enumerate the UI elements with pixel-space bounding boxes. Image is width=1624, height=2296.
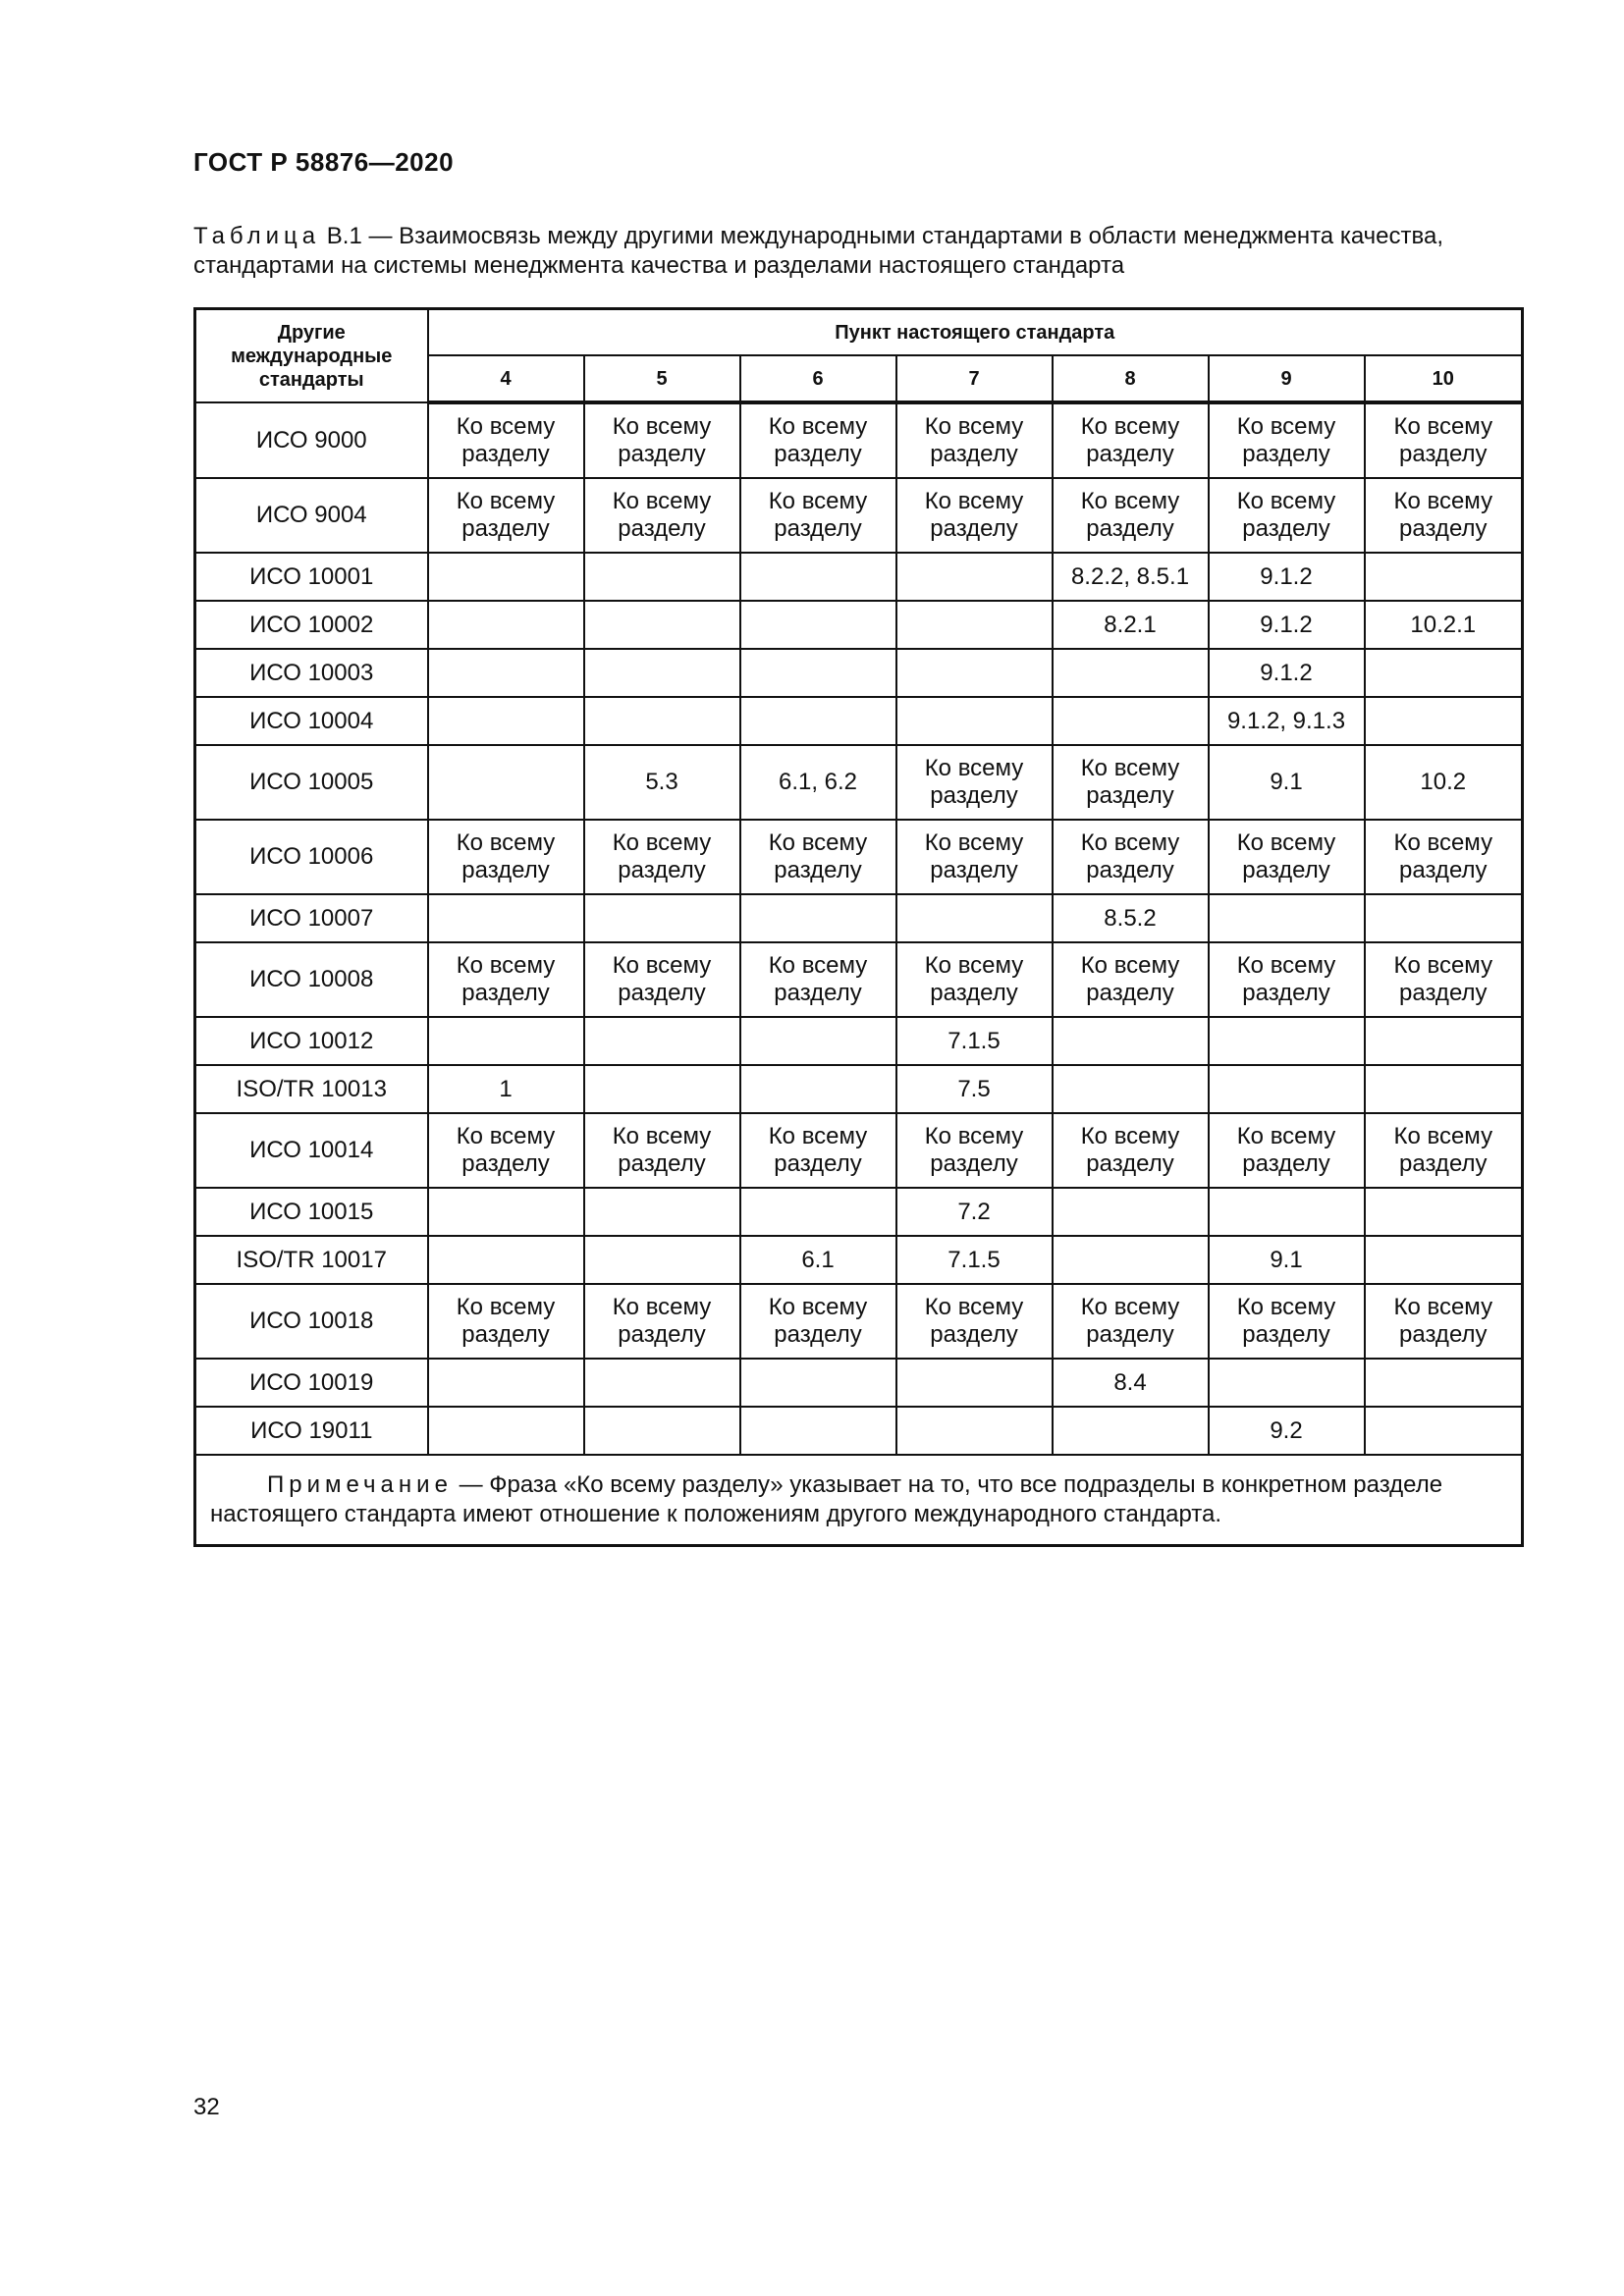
clause-cell xyxy=(740,1188,896,1236)
clause-cell xyxy=(1365,1236,1523,1284)
clause-cell xyxy=(1053,1017,1209,1065)
clause-cell: 6.1, 6.2 xyxy=(740,745,896,820)
column-header-5: 5 xyxy=(584,355,740,402)
clause-cell: 5.3 xyxy=(584,745,740,820)
clause-cell xyxy=(896,649,1053,697)
clause-cell xyxy=(584,697,740,745)
standard-name-cell: ISO/TR 10013 xyxy=(195,1065,428,1113)
clause-cell xyxy=(428,601,584,649)
clause-cell: Ко всему разделу xyxy=(1365,478,1523,553)
clause-cell: Ко всему разделу xyxy=(428,478,584,553)
clause-cell xyxy=(428,1407,584,1455)
table-row xyxy=(195,553,1523,601)
clause-cell: 8.4 xyxy=(1053,1359,1209,1407)
table-row xyxy=(195,894,1523,942)
table-row xyxy=(195,1359,1523,1407)
clause-cell: Ко всему разделу xyxy=(428,1113,584,1188)
clause-cell xyxy=(896,697,1053,745)
column-header-9: 9 xyxy=(1209,355,1365,402)
clause-cell: Ко всему разделу xyxy=(1209,942,1365,1017)
standard-name-cell: ИСО 10018 xyxy=(195,1284,428,1359)
clause-cell xyxy=(1053,1065,1209,1113)
clause-cell xyxy=(428,1359,584,1407)
standard-name-cell: ИСО 9000 xyxy=(195,402,428,478)
clause-cell xyxy=(428,649,584,697)
clause-cell: 9.2 xyxy=(1209,1407,1365,1455)
standard-name-cell: ИСО 10008 xyxy=(195,942,428,1017)
clause-cell xyxy=(1365,649,1523,697)
table-row xyxy=(195,697,1523,745)
clause-cell xyxy=(584,1236,740,1284)
table-row xyxy=(195,1017,1523,1065)
clause-cell: Ко всему разделу xyxy=(428,820,584,894)
standard-name-cell: ИСО 10003 xyxy=(195,649,428,697)
clause-cell: 9.1.2 xyxy=(1209,553,1365,601)
clause-cell xyxy=(584,1188,740,1236)
note-label: Примечание xyxy=(267,1471,453,1498)
clause-cell xyxy=(428,1188,584,1236)
clause-cell: Ко всему разделу xyxy=(740,478,896,553)
clause-cell: Ко всему разделу xyxy=(740,402,896,478)
column-header-8: 8 xyxy=(1053,355,1209,402)
clause-cell: Ко всему разделу xyxy=(584,1113,740,1188)
clause-cell: Ко всему разделу xyxy=(896,1284,1053,1359)
clause-cell xyxy=(896,1359,1053,1407)
clause-cell xyxy=(1365,1017,1523,1065)
column-header-6: 6 xyxy=(740,355,896,402)
clause-cell: Ко всему разделу xyxy=(1209,402,1365,478)
table-note xyxy=(195,1455,1523,1546)
clause-cell: Ко всему разделу xyxy=(1365,1113,1523,1188)
clause-cell: 7.2 xyxy=(896,1188,1053,1236)
clause-cell: Ко всему разделу xyxy=(896,1113,1053,1188)
clause-cell: Ко всему разделу xyxy=(1209,478,1365,553)
clause-cell xyxy=(1053,649,1209,697)
clause-cell xyxy=(428,553,584,601)
clause-cell: Ко всему разделу xyxy=(896,942,1053,1017)
clause-cell xyxy=(1053,1188,1209,1236)
clause-cell xyxy=(896,601,1053,649)
clause-cell xyxy=(1365,1359,1523,1407)
clause-cell: Ко всему разделу xyxy=(584,1284,740,1359)
clause-cell: Ко всему разделу xyxy=(896,478,1053,553)
clause-cell: Ко всему разделу xyxy=(1209,1113,1365,1188)
table-row xyxy=(195,601,1523,649)
clause-cell: Ко всему разделу xyxy=(428,402,584,478)
clause-cell: Ко всему разделу xyxy=(1365,820,1523,894)
clause-cell: Ко всему разделу xyxy=(896,745,1053,820)
clause-cell xyxy=(1209,1188,1365,1236)
clause-cell: Ко всему разделу xyxy=(428,1284,584,1359)
table-row xyxy=(195,1113,1523,1188)
clause-cell xyxy=(1365,1065,1523,1113)
standard-name-cell: ИСО 10006 xyxy=(195,820,428,894)
clause-cell xyxy=(584,894,740,942)
clause-cell xyxy=(1365,894,1523,942)
clause-cell xyxy=(428,745,584,820)
clause-cell xyxy=(1053,697,1209,745)
clause-cell: 9.1.2 xyxy=(1209,601,1365,649)
clause-cell xyxy=(1209,894,1365,942)
table-row xyxy=(195,1188,1523,1236)
clause-cell xyxy=(896,894,1053,942)
clause-cell: 1 xyxy=(428,1065,584,1113)
table-row xyxy=(195,649,1523,697)
table-caption-label: Таблица xyxy=(193,223,321,249)
table-row xyxy=(195,478,1523,553)
clause-cell: Ко всему разделу xyxy=(584,820,740,894)
clause-cell: Ко всему разделу xyxy=(740,1113,896,1188)
standard-name-cell: ИСО 10002 xyxy=(195,601,428,649)
standard-name-cell: ИСО 10019 xyxy=(195,1359,428,1407)
clause-cell xyxy=(584,1407,740,1455)
clause-cell xyxy=(740,553,896,601)
clause-cell: Ко всему разделу xyxy=(1053,1113,1209,1188)
clause-cell xyxy=(428,1017,584,1065)
clause-cell: 8.2.2, 8.5.1 xyxy=(1053,553,1209,601)
clause-cell: 10.2 xyxy=(1365,745,1523,820)
clause-cell xyxy=(584,1065,740,1113)
clause-cell xyxy=(1365,553,1523,601)
clause-cell xyxy=(428,1236,584,1284)
clause-cell xyxy=(584,649,740,697)
table-row xyxy=(195,402,1523,478)
standard-name-cell: ИСО 19011 xyxy=(195,1407,428,1455)
header-clause-group: Пункт настоящего стандарта xyxy=(428,309,1523,356)
clause-cell xyxy=(1209,1359,1365,1407)
clause-cell: 9.1.2, 9.1.3 xyxy=(1209,697,1365,745)
standards-correlation-table xyxy=(193,307,1524,1547)
clause-cell: Ко всему разделу xyxy=(1209,820,1365,894)
clause-cell: Ко всему разделу xyxy=(428,942,584,1017)
clause-cell: Ко всему разделу xyxy=(1053,745,1209,820)
standard-name-cell: ИСО 10001 xyxy=(195,553,428,601)
clause-cell xyxy=(1209,1017,1365,1065)
clause-cell: Ко всему разделу xyxy=(1365,1284,1523,1359)
clause-cell: Ко всему разделу xyxy=(896,820,1053,894)
note-row xyxy=(195,1455,1523,1546)
clause-cell xyxy=(428,894,584,942)
standard-name-cell: ИСО 10004 xyxy=(195,697,428,745)
clause-cell: Ко всему разделу xyxy=(1053,820,1209,894)
clause-cell xyxy=(1365,697,1523,745)
clause-cell xyxy=(1365,1407,1523,1455)
table-row xyxy=(195,942,1523,1017)
clause-cell: 9.1.2 xyxy=(1209,649,1365,697)
clause-cell: Ко всему разделу xyxy=(740,942,896,1017)
note-text: — Фраза «Ко всему разделу» указывает на то, что все подразделы в конкретном разделе настоящего стандарта имеют отношение к положениям другого международного стандарта. xyxy=(210,1471,1443,1527)
clause-cell xyxy=(740,649,896,697)
clause-cell: Ко всему разделу xyxy=(1053,1284,1209,1359)
standard-name-cell: ИСО 10012 xyxy=(195,1017,428,1065)
clause-cell xyxy=(1365,1188,1523,1236)
clause-cell xyxy=(740,1407,896,1455)
clause-cell xyxy=(740,697,896,745)
clause-cell xyxy=(584,1359,740,1407)
clause-cell xyxy=(584,1017,740,1065)
clause-cell xyxy=(740,894,896,942)
clause-cell: 7.1.5 xyxy=(896,1236,1053,1284)
standard-name-cell: ИСО 10007 xyxy=(195,894,428,942)
table-row xyxy=(195,1236,1523,1284)
clause-cell: 8.2.1 xyxy=(1053,601,1209,649)
clause-cell: Ко всему разделу xyxy=(1053,402,1209,478)
clause-cell: 8.5.2 xyxy=(1053,894,1209,942)
clause-cell: 6.1 xyxy=(740,1236,896,1284)
clause-cell xyxy=(584,553,740,601)
clause-cell: 10.2.1 xyxy=(1365,601,1523,649)
clause-cell xyxy=(740,1359,896,1407)
clause-cell xyxy=(428,697,584,745)
clause-cell: 7.1.5 xyxy=(896,1017,1053,1065)
standard-name-cell: ИСО 10015 xyxy=(195,1188,428,1236)
clause-cell xyxy=(1209,1065,1365,1113)
clause-cell xyxy=(740,1065,896,1113)
table-row xyxy=(195,820,1523,894)
clause-cell: Ко всему разделу xyxy=(1365,942,1523,1017)
table-row xyxy=(195,1284,1523,1359)
clause-cell xyxy=(896,553,1053,601)
standard-name-cell: ИСО 9004 xyxy=(195,478,428,553)
column-header-10: 10 xyxy=(1365,355,1523,402)
clause-cell: Ко всему разделу xyxy=(584,402,740,478)
clause-cell xyxy=(896,1407,1053,1455)
document-code-header: ГОСТ Р 58876—2020 xyxy=(193,147,455,177)
clause-cell xyxy=(1053,1236,1209,1284)
clause-cell: Ко всему разделу xyxy=(1365,402,1523,478)
standard-name-cell: ИСО 10014 xyxy=(195,1113,428,1188)
clause-cell: 9.1 xyxy=(1209,745,1365,820)
page-number: 32 xyxy=(193,2094,220,2120)
clause-cell: Ко всему разделу xyxy=(740,1284,896,1359)
clause-cell xyxy=(740,601,896,649)
table-row xyxy=(195,1065,1523,1113)
clause-cell xyxy=(1053,1407,1209,1455)
clause-cell: Ко всему разделу xyxy=(1053,942,1209,1017)
table-row xyxy=(195,1407,1523,1455)
table-caption-text: В.1 — Взаимосвязь между другими международными стандартами в области менеджмента качества, стандартами на системы менеджмента качества и разделами настоящего стандарта xyxy=(193,223,1444,279)
standard-name-cell: ISO/TR 10017 xyxy=(195,1236,428,1284)
clause-cell: Ко всему разделу xyxy=(1209,1284,1365,1359)
header-other-standards: Другие международные стандарты xyxy=(195,309,428,403)
column-header-4: 4 xyxy=(428,355,584,402)
clause-cell: Ко всему разделу xyxy=(1053,478,1209,553)
clause-cell: Ко всему разделу xyxy=(584,942,740,1017)
table-caption xyxy=(193,222,1521,281)
column-header-7: 7 xyxy=(896,355,1053,402)
clause-cell: 7.5 xyxy=(896,1065,1053,1113)
clause-cell: Ко всему разделу xyxy=(896,402,1053,478)
standard-name-cell: ИСО 10005 xyxy=(195,745,428,820)
clause-cell: Ко всему разделу xyxy=(584,478,740,553)
clause-cell xyxy=(584,601,740,649)
clause-cell xyxy=(740,1017,896,1065)
table-row xyxy=(195,745,1523,820)
clause-cell: Ко всему разделу xyxy=(740,820,896,894)
clause-cell: 9.1 xyxy=(1209,1236,1365,1284)
